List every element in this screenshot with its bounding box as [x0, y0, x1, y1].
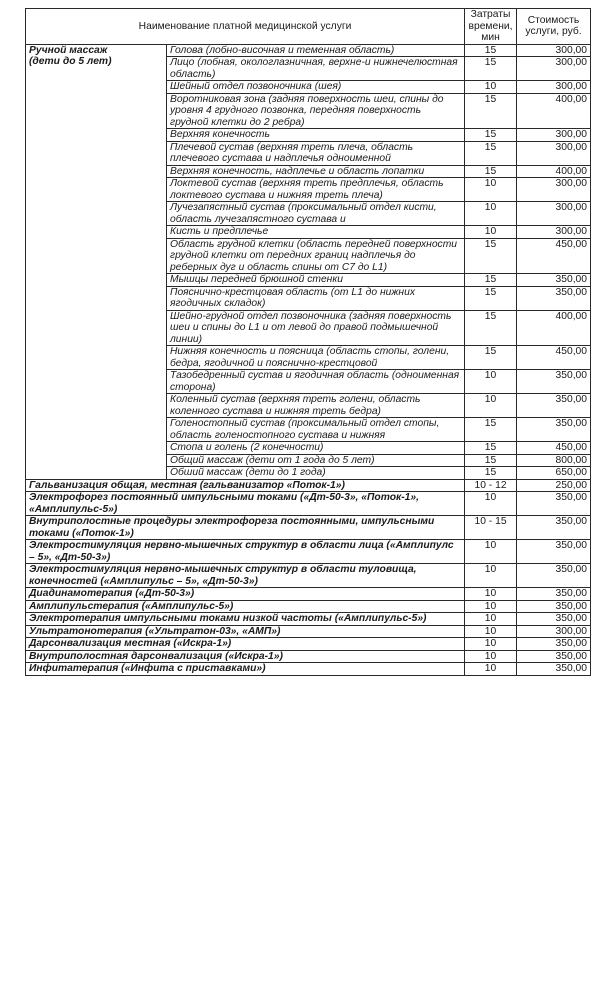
table-row: [26, 516, 591, 540]
table-header-row: [26, 9, 591, 45]
table-row: [26, 588, 591, 601]
service-name: Лучезапястный сустав (проксимальный отдел кисти, область лучезапястного сустава и: [167, 202, 465, 226]
massage-group-title: Ручной массаж: [29, 44, 108, 56]
procedure-name: Электрофорез постоянный импульсными токами («Дт-50-3», «Поток-1», «Амплипульс-5»): [26, 492, 465, 516]
table-row: [26, 479, 591, 492]
service-name: Лицо (лобная, окологлазничная, верхне-и нижнечелюстная область): [167, 57, 465, 81]
procedure-name: Электротерапия импульсными токами низкой частоты («Амплипульс-5»): [26, 613, 465, 626]
service-cost: 800,00: [517, 454, 591, 467]
procedure-time: 10: [465, 492, 517, 516]
service-time: 10: [465, 394, 517, 418]
table-row: [26, 663, 591, 676]
procedure-time: 10: [465, 588, 517, 601]
service-time: 15: [465, 129, 517, 142]
procedure-time: 10: [465, 613, 517, 626]
price-list-sheet: [25, 8, 590, 676]
service-name: Область грудной клетки (область передней поверхности грудной клетки от передних границ надплечья до реберных дуг и область спины от С7 до L1): [167, 238, 465, 274]
procedure-time: 10: [465, 540, 517, 564]
procedure-cost: 250,00: [517, 479, 591, 492]
procedure-time: 10 - 15: [465, 516, 517, 540]
procedure-time: 10 - 12: [465, 479, 517, 492]
service-name: Верхняя конечность: [167, 129, 465, 142]
service-cost: 450,00: [517, 442, 591, 455]
service-name: Обший массаж (дети до 1 года): [167, 467, 465, 480]
procedure-time: 10: [465, 600, 517, 613]
procedure-time: 10: [465, 625, 517, 638]
service-cost: 350,00: [517, 274, 591, 287]
price-table: [25, 8, 591, 676]
procedure-name: Электростимуляция нервно-мышечных структур в области лица («Амплипулс – 5», «Дт-50-3»): [26, 540, 465, 564]
procedure-name: Ультратонотерапия («Ультратон-03», «АМП»): [26, 625, 465, 638]
service-cost: 650,00: [517, 467, 591, 480]
service-time: 15: [465, 286, 517, 310]
procedure-cost: 350,00: [517, 638, 591, 651]
procedure-name: Диадинамотерапия («Дт-50-3»): [26, 588, 465, 601]
procedure-time: 10: [465, 638, 517, 651]
service-name: Кисть и предплечье: [167, 226, 465, 239]
procedure-name: Инфитатерапия («Инфита с приставками»): [26, 663, 465, 676]
procedure-cost: 350,00: [517, 613, 591, 626]
service-name: Шейный отдел позвоночника (шея): [167, 81, 465, 94]
service-time: 15: [465, 57, 517, 81]
service-name: Верхняя конечность, надплечье и область лопатки: [167, 165, 465, 178]
service-name: Общий массаж (дети от 1 года до 5 лет): [167, 454, 465, 467]
service-cost: 400,00: [517, 310, 591, 346]
header-service-name: Наименование платной медицинской услуги: [26, 9, 465, 45]
table-row: [26, 564, 591, 588]
procedure-name: Амплипульстерапия («Амплипульс-5»): [26, 600, 465, 613]
header-cost: Стоимость услуги, руб.: [517, 9, 591, 45]
service-time: 15: [465, 346, 517, 370]
service-time: 10: [465, 178, 517, 202]
service-time: 15: [465, 310, 517, 346]
service-name: Воротниковая зона (задняя поверхность шеи, спины до уровня 4 грудного позвонка, передняя поверхность грудной клетки до 2 ребра): [167, 93, 465, 129]
procedure-name: Электростимуляция нервно-мышечных структур в области туловища, конечностей («Амплипульс – 5», «Дт-50-3»): [26, 564, 465, 588]
service-time: 15: [465, 165, 517, 178]
procedure-name: Дарсонвализация местная («Искра-1»): [26, 638, 465, 651]
service-cost: 400,00: [517, 93, 591, 129]
procedure-name: Внутриполостные процедуры электрофореза постоянными, импульсными токами («Поток-1»): [26, 516, 465, 540]
table-row: [26, 650, 591, 663]
table-row: [26, 600, 591, 613]
table-row: [26, 625, 591, 638]
service-time: 15: [465, 44, 517, 57]
service-cost: 300,00: [517, 141, 591, 165]
service-cost: 450,00: [517, 346, 591, 370]
service-name: Мышцы передней брюшной стенки: [167, 274, 465, 287]
service-cost: 350,00: [517, 418, 591, 442]
service-time: 15: [465, 418, 517, 442]
procedure-cost: 350,00: [517, 540, 591, 564]
procedure-cost: 350,00: [517, 600, 591, 613]
service-time: 10: [465, 370, 517, 394]
service-time: 15: [465, 238, 517, 274]
service-name: Шейно-грудной отдел позвоночника (задняя поверхность шеи и спины до L1 и от левой до правой подмышечной линии): [167, 310, 465, 346]
service-name: Тазобедренный сустав и ягодичная область (одноименная сторона): [167, 370, 465, 394]
service-time: 15: [465, 454, 517, 467]
service-time: 15: [465, 93, 517, 129]
massage-group-subtitle: (дети до 5 лет): [29, 56, 112, 67]
service-name: Плечевой сустав (верхняя треть плеча, область плечевого сустава и надплечья одноименной: [167, 141, 465, 165]
service-name: Нижняя конечность и поясница (область стопы, голени, бедра, ягодичной и пояснично-крестцовой: [167, 346, 465, 370]
procedure-cost: 350,00: [517, 650, 591, 663]
service-name: Локтевой сустав (верхняя треть предплечья, область локтевого сустава и нижняя треть плеча): [167, 178, 465, 202]
procedure-time: 10: [465, 650, 517, 663]
table-row: [26, 44, 591, 57]
table-row: [26, 613, 591, 626]
service-cost: 300,00: [517, 178, 591, 202]
service-time: 15: [465, 467, 517, 480]
service-name: Коленный сустав (верхняя треть голени, область коленного сустава и нижняя треть бедра): [167, 394, 465, 418]
procedure-cost: 300,00: [517, 625, 591, 638]
service-time: 15: [465, 141, 517, 165]
service-cost: 300,00: [517, 202, 591, 226]
service-cost: 300,00: [517, 226, 591, 239]
procedure-time: 10: [465, 663, 517, 676]
service-time: 10: [465, 202, 517, 226]
service-name: Голова (лобно-височная и теменная область): [167, 44, 465, 57]
service-cost: 400,00: [517, 165, 591, 178]
service-time: 10: [465, 81, 517, 94]
service-cost: 350,00: [517, 370, 591, 394]
service-cost: 450,00: [517, 238, 591, 274]
price-table-body: [26, 44, 591, 675]
service-name: Стопа и голень (2 конечности): [167, 442, 465, 455]
table-row: [26, 492, 591, 516]
procedure-time: 10: [465, 564, 517, 588]
procedure-name: Гальванизация общая, местная (гальванизатор «Поток-1»): [26, 479, 465, 492]
service-time: 15: [465, 442, 517, 455]
procedure-name: Внутриполостная дарсонвализация («Искра-1»): [26, 650, 465, 663]
service-time: 15: [465, 274, 517, 287]
service-cost: 300,00: [517, 81, 591, 94]
table-row: [26, 638, 591, 651]
procedure-cost: 350,00: [517, 492, 591, 516]
procedure-cost: 350,00: [517, 588, 591, 601]
service-cost: 300,00: [517, 44, 591, 57]
procedure-cost: 350,00: [517, 564, 591, 588]
service-cost: 300,00: [517, 129, 591, 142]
massage-group-label: [26, 44, 167, 479]
procedure-cost: 350,00: [517, 663, 591, 676]
header-time: Затраты времени, мин: [465, 9, 517, 45]
table-row: [26, 540, 591, 564]
service-name: Пояснично-крестцовая область (от L1 до нижних ягодичных складок): [167, 286, 465, 310]
procedure-cost: 350,00: [517, 516, 591, 540]
service-time: 10: [465, 226, 517, 239]
service-cost: 350,00: [517, 394, 591, 418]
service-name: Голеностопный сустав (проксимальный отдел стопы, область голеностопного сустава и нижняя: [167, 418, 465, 442]
service-cost: 300,00: [517, 57, 591, 81]
service-cost: 350,00: [517, 286, 591, 310]
